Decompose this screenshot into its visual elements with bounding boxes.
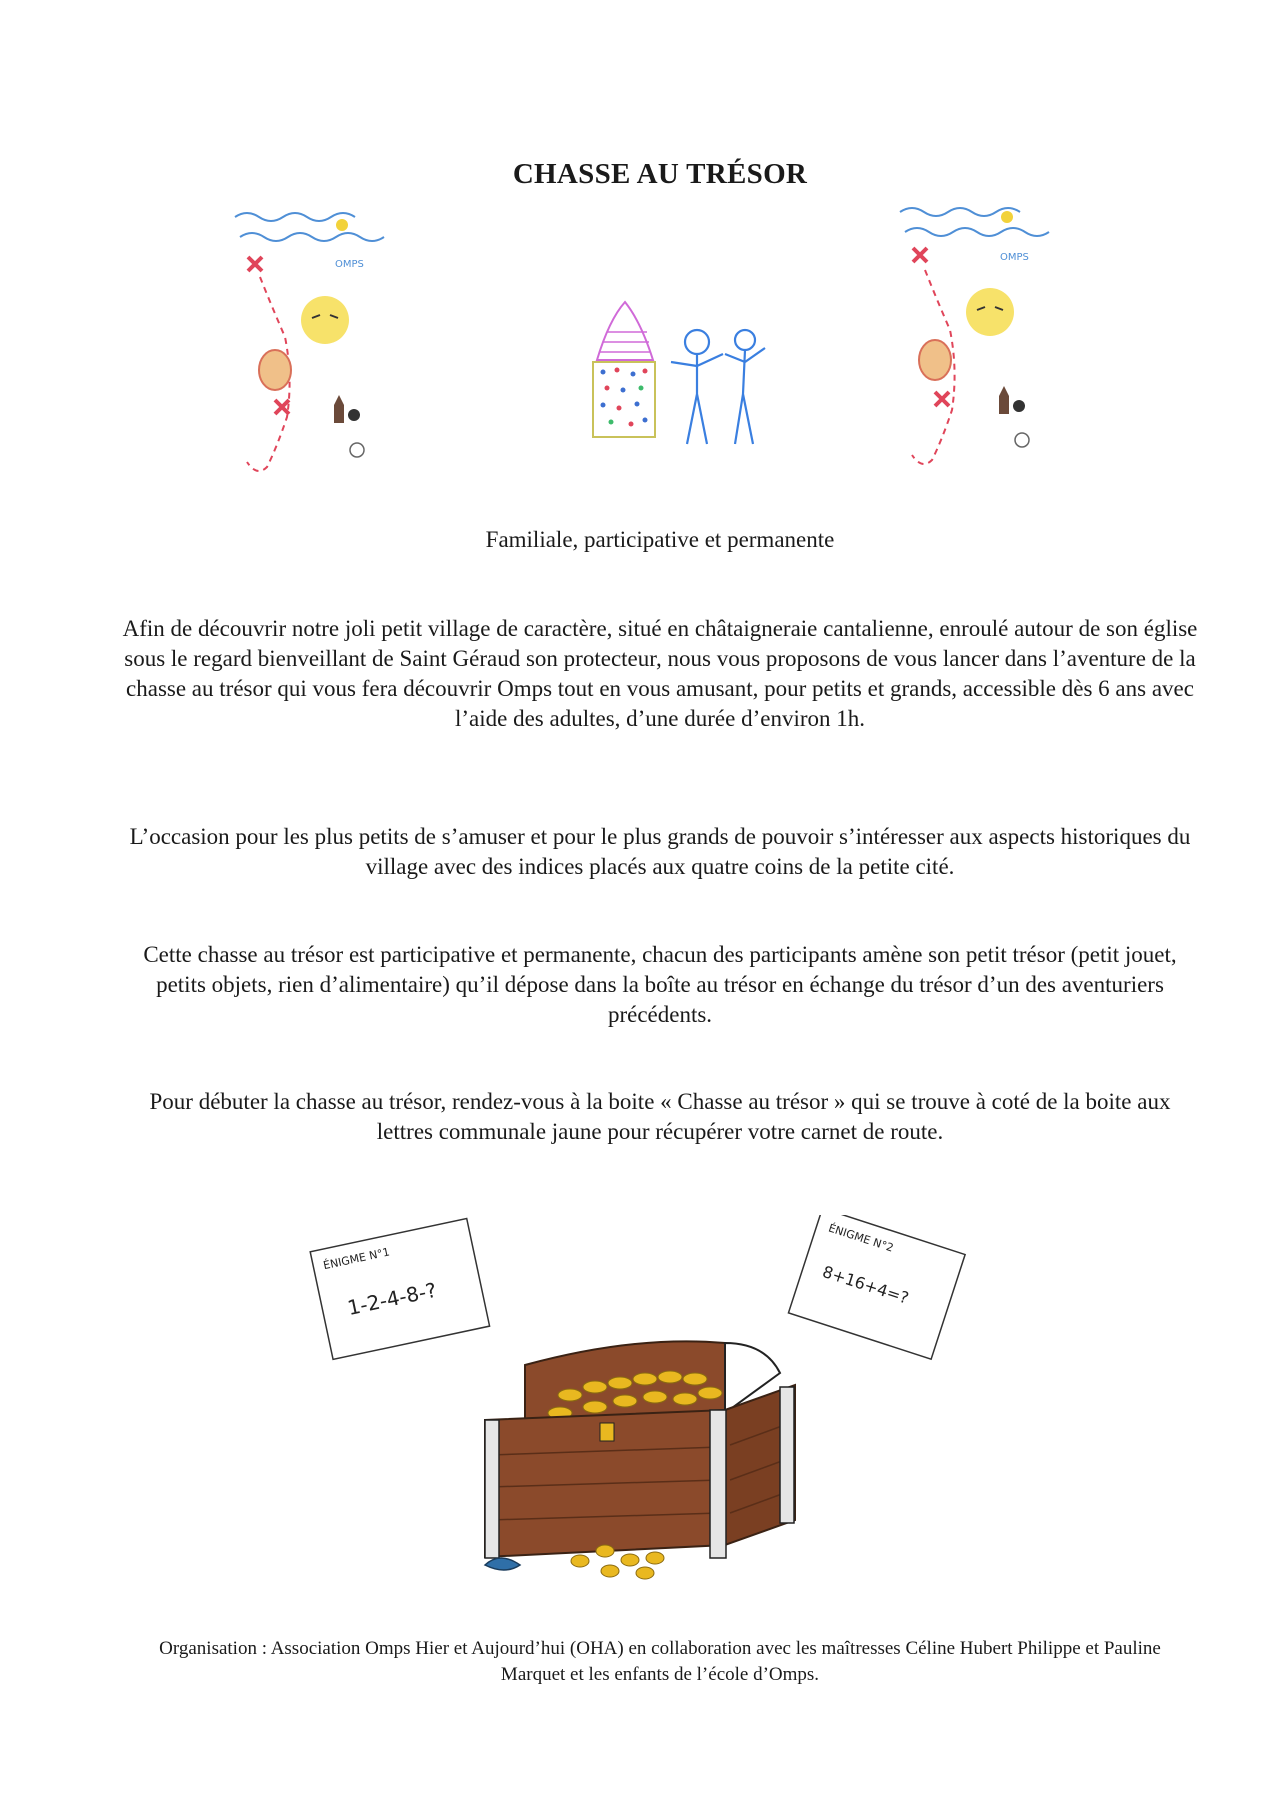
treasure-map-drawing-right: [895, 200, 1095, 480]
riddle-1-label: ÉNIGME N°1: [322, 1245, 391, 1273]
paragraph-intro: Afin de découvrir notre joli petit village de caractère, situé en châtaigneraie cantalienne, enroulé autour de son église sous le regard bienveillant de Saint Géraud son protecteur, nous vous proposons de vous lancer dans l’aventure de la chasse au trésor qui vous fera découvrir Omps tout en vous amusant, pour petits et grands, accessible dès 6 ans avec l’aide des adultes, d’une durée d’environ 1h.: [122, 616, 1198, 731]
paragraph-participative: Cette chasse au trésor est participative et permanente, chacun des participants amène son petit trésor (petit jouet, petits objets, rien d’alimentaire) qu’il dépose dans la boîte au trésor en échange du trésor d’un des aventuriers précédents.: [143, 942, 1177, 1027]
footer-organisation: Organisation : Association Omps Hier et Aujourd’hui (OHA) en collaboration avec les maîtresses Céline Hubert Philippe et Pauline Marquet et les enfants de l’école d’Omps.: [159, 1638, 1161, 1685]
riddle-1-text: 1-2-4-8-?: [345, 1277, 439, 1320]
treasure-chest-drawing: [300, 1215, 1040, 1585]
map-label: OMPS: [1000, 252, 1029, 263]
riddle-2-text: 8+16+4=?: [820, 1261, 912, 1308]
paragraph-start: Pour débuter la chasse au trésor, rendez-vous à la boite « Chasse au trésor » qui se trouve à coté de la boite aux lettres communale jaune pour récupérer votre carnet de route.: [149, 1089, 1171, 1144]
children-drawing: [585, 300, 805, 450]
map-label: OMPS: [335, 259, 364, 270]
riddle-2-label: ÉNIGME N°2: [826, 1221, 896, 1255]
paragraph-occasion: L’occasion pour les plus petits de s’amuser et pour le plus grands de pouvoir s’intéresser aux aspects historiques du village avec des indices placés aux quatre coins de la petite cité.: [129, 824, 1191, 879]
subtitle: Familiale, participative et permanente: [485, 527, 835, 552]
page-title: CHASSE AU TRÉSOR: [512, 158, 808, 190]
treasure-map-drawing-left: [230, 205, 430, 485]
